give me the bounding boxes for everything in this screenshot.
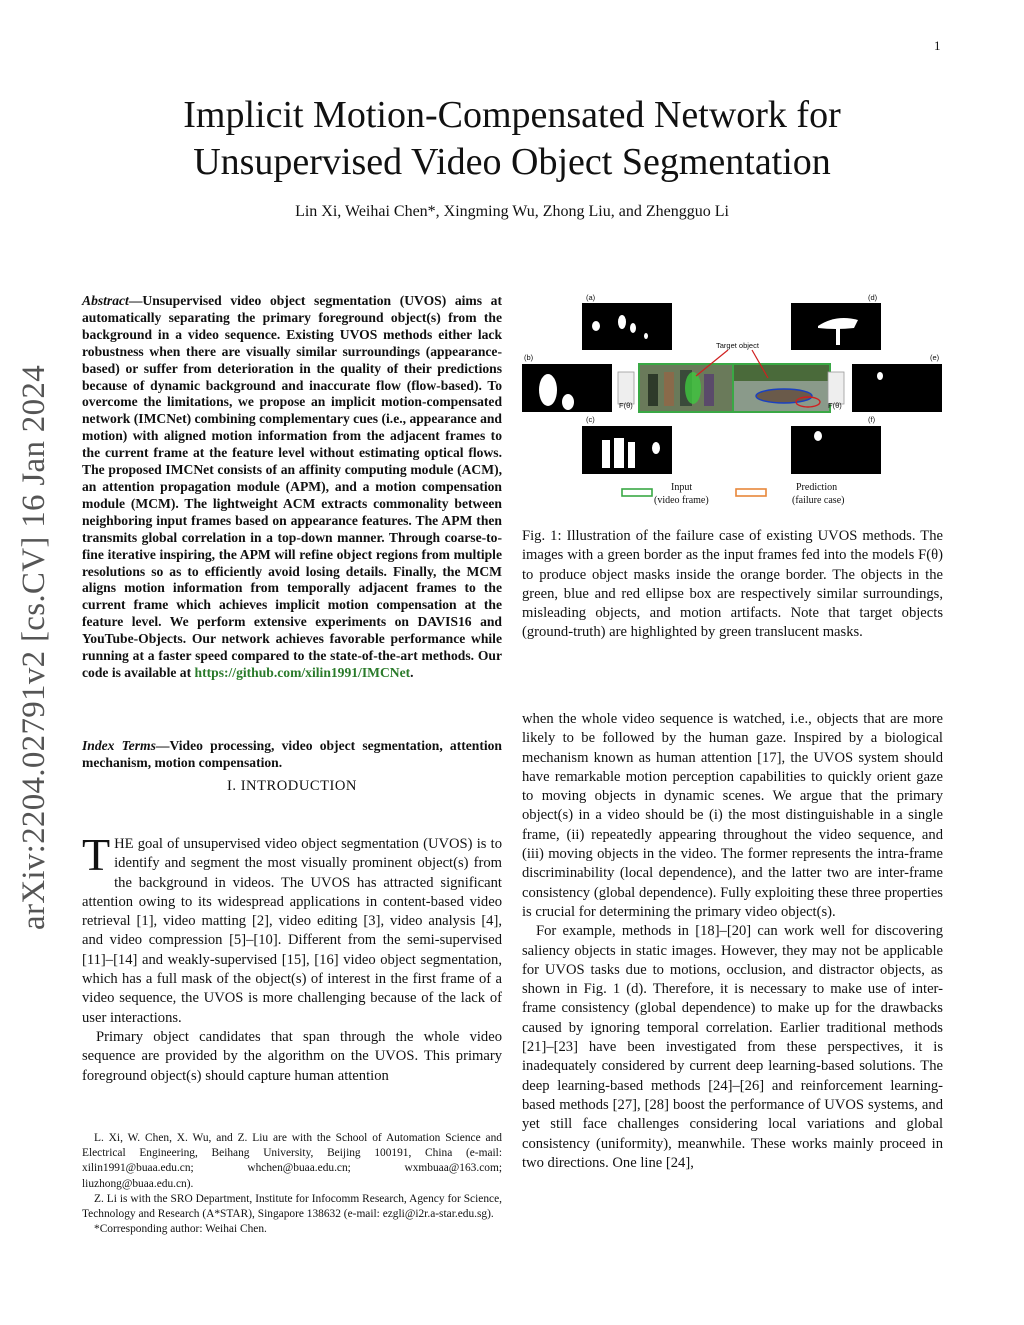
label-e: (e) xyxy=(930,353,940,362)
title-line-2: Unsupervised Video Object Segmentation xyxy=(193,141,831,183)
figure-1 xyxy=(518,290,946,512)
drop-cap: T xyxy=(82,829,111,880)
mask-f xyxy=(791,426,881,474)
index-terms xyxy=(82,738,502,772)
page-number: 1 xyxy=(934,38,941,53)
model-left-label: F(θ) xyxy=(619,401,633,410)
legend-input-line2: (video frame) xyxy=(654,495,709,506)
abstract-body: —Unsupervised video object segmentation (UVOS) aims at automatically separating the primary foreground object(s) from the background in a video sequence. Existing UVOS methods either lack robustness when there are visually similar surroundings (appearance-based) or suffer from deterioration in the quality of their predictions because of dynamic background and inaccurate flow (flow-based). To overcome the limitations, we propose an implicit motion-compensated network (IMCNet) combining complementary cues (i.e., appearance and motion) with aligned motion information from the adjacent frames to the current frame at the feature level without estimating optical flows. The proposed IMCNet consists of an affinity computing module (ACM), an attention propagation module (APM), and a motion compensation module (MCM). The lightweight ACM extracts commonality between neighboring input frames based on appearance features. The APM then transmits global correlation in a top-down manner. Through coarse-to-fine iterative inspiring, the APM will refine object regions from multiple resolutions so as to efficiently avoid losing details. Finally, the MCM aligns motion information from temporally adjacent frames to the current frame which achieves implicit motion compensation at the feature level. We perform extensive experiments on DAVIS16 and YouTube-Objects. Our network achieves favorable performance while running at a faster speed compared to the state-of-the-art methods. Our code is available at xyxy=(82,293,502,680)
abstract-end: . xyxy=(410,664,414,680)
footnote-affiliation-2: Z. Li is with the SRO Department, Institute for Infocomm Research, Agency for Science, Technology and Research (A*STAR), Singapore 138632 (e-mail: ezgli@i2r.a-star.edu.sg). xyxy=(82,1192,502,1221)
legend-input-line1: Input xyxy=(671,482,693,493)
legend-pred-swatch xyxy=(736,489,766,496)
figure-caption: Fig. 1: Illustration of the failure case of existing UVOS methods. The images with a green border as the input frames fed into the models F(θ) to produce object masks inside the orange border. The objects in the green, blue and red ellipse box are respectively similar surroundings, misleading objects, and motion artifacts. Note that target objects (ground-truth) are highlighted by green translucent masks. xyxy=(522,528,943,641)
label-d: (d) xyxy=(868,293,878,302)
model-right xyxy=(828,372,844,404)
abstract-lead: Abstract xyxy=(82,293,129,308)
footnote-corresponding: *Corresponding author: Weihai Chen. xyxy=(94,1223,267,1236)
index-terms-body: —Video processing, video object segmentation, attention mechanism, motion compensation. xyxy=(82,738,502,770)
label-b: (b) xyxy=(524,353,534,362)
right-column-body xyxy=(522,710,943,1173)
footnotes xyxy=(82,1131,502,1237)
abstract xyxy=(82,293,502,682)
legend-pred-line1: Prediction xyxy=(796,482,838,493)
legend-input-swatch xyxy=(622,489,652,496)
label-c: (c) xyxy=(586,415,595,424)
section-heading: I. INTRODUCTION xyxy=(227,778,357,794)
paper-title xyxy=(0,92,1024,186)
index-terms-lead: Index Terms xyxy=(82,738,156,753)
right-paragraph-2: For example, methods in [18]–[20] can work well for discovering saliency objects in static images. However, they may not be applicable for UVOS tasks due to motions, occlusion, and distractor objects, as shown in Fig. 1 (d). Therefore, it is necessary to make use of inter-frame consistency (global dependence) to make up for the drawbacks caused by ignoring temporal correlation. Earlier traditional methods [21]–[23] have been investigated from these perspectives, it is inadequately considered by current deep learning-based solutions. The deep learning-based methods [24]–[26] and reinforcement learning-based methods [27], [28] boost the performance of UVOS systems, and yet still face challenges considering local variations and global consistency (uniformity), meanwhile. These works mainly proceed in two directions. One line [24], xyxy=(522,923,943,1171)
code-link[interactable]: https://github.com/xilin1991/IMCNet xyxy=(194,664,411,680)
right-paragraph-1: when the whole video sequence is watched, i.e., objects that are more likely to be followed by the human gaze. Inspired by a biological mechanism known as human attention [17], the UVOS system should have remarkable motion perception capabilities to quickly orient gaze to moving objects in dynamic scenes. We argue that the primary object(s) in a video should be (i) the most distinguishable in a single frame, (ii) repeatedly appearing throughout the video sequence, and (iii) moving objects in the video. The former represents the intra-frame discriminability (local dependence), and the latter two are inter-frame consistency (global dependence). Fully exploiting these three properties is crucial for determining the primary video object(s). xyxy=(522,711,943,920)
title-line-1: Implicit Motion-Compensated Network for xyxy=(183,94,841,136)
author-list: Lin Xi, Weihai Chen*, Xingming Wu, Zhong Liu, and Zhengguo Li xyxy=(295,203,729,220)
introduction-body xyxy=(82,829,502,1086)
intro-paragraph-1: HE goal of unsupervised video object segmentation (UVOS) is to identify and segment the most visually prominent object(s) from the background in videos. The UVOS has attracted significant attention owing to its widespread applications in content-based video retrieval [1], video matting [2], video editing [3], video analysis [4], and video compression [5]–[10]. Different from the semi-supervised [11]–[14] and weakly-supervised [15], [16] video object segmentation, which has a full mask of the object(s) of interest in the first frame of a video sequence, the UVOS is more challenging because of the lack of user interactions. xyxy=(82,836,502,1026)
footnote-affiliation-1: L. Xi, W. Chen, X. Wu, and Z. Liu are with the School of Automation Science and Electrical Engineering, Beihang University, Beijing 100191, China (e-mail: xilin1991@buaa.edu.cn; whchen@buaa.edu.cn; wxmbuaa@163.com; liuzhong@buaa.edu.cn). xyxy=(82,1132,502,1190)
intro-paragraph-2: Primary object candidates that span through the whole video sequence are provided by the algorithm on the UVOS. This primary foreground object(s) should capture human attention xyxy=(82,1028,502,1084)
label-f: (f) xyxy=(868,415,876,424)
model-left xyxy=(618,372,634,404)
legend-pred-line2: (failure case) xyxy=(792,495,845,506)
arxiv-watermark: arXiv:2204.02791v2 [cs.CV] 16 Jan 2024 xyxy=(16,364,52,930)
label-a: (a) xyxy=(586,293,596,302)
mask-e xyxy=(852,364,942,412)
target-object-label: Target object xyxy=(716,341,759,350)
model-right-label: F(θ) xyxy=(828,401,842,410)
